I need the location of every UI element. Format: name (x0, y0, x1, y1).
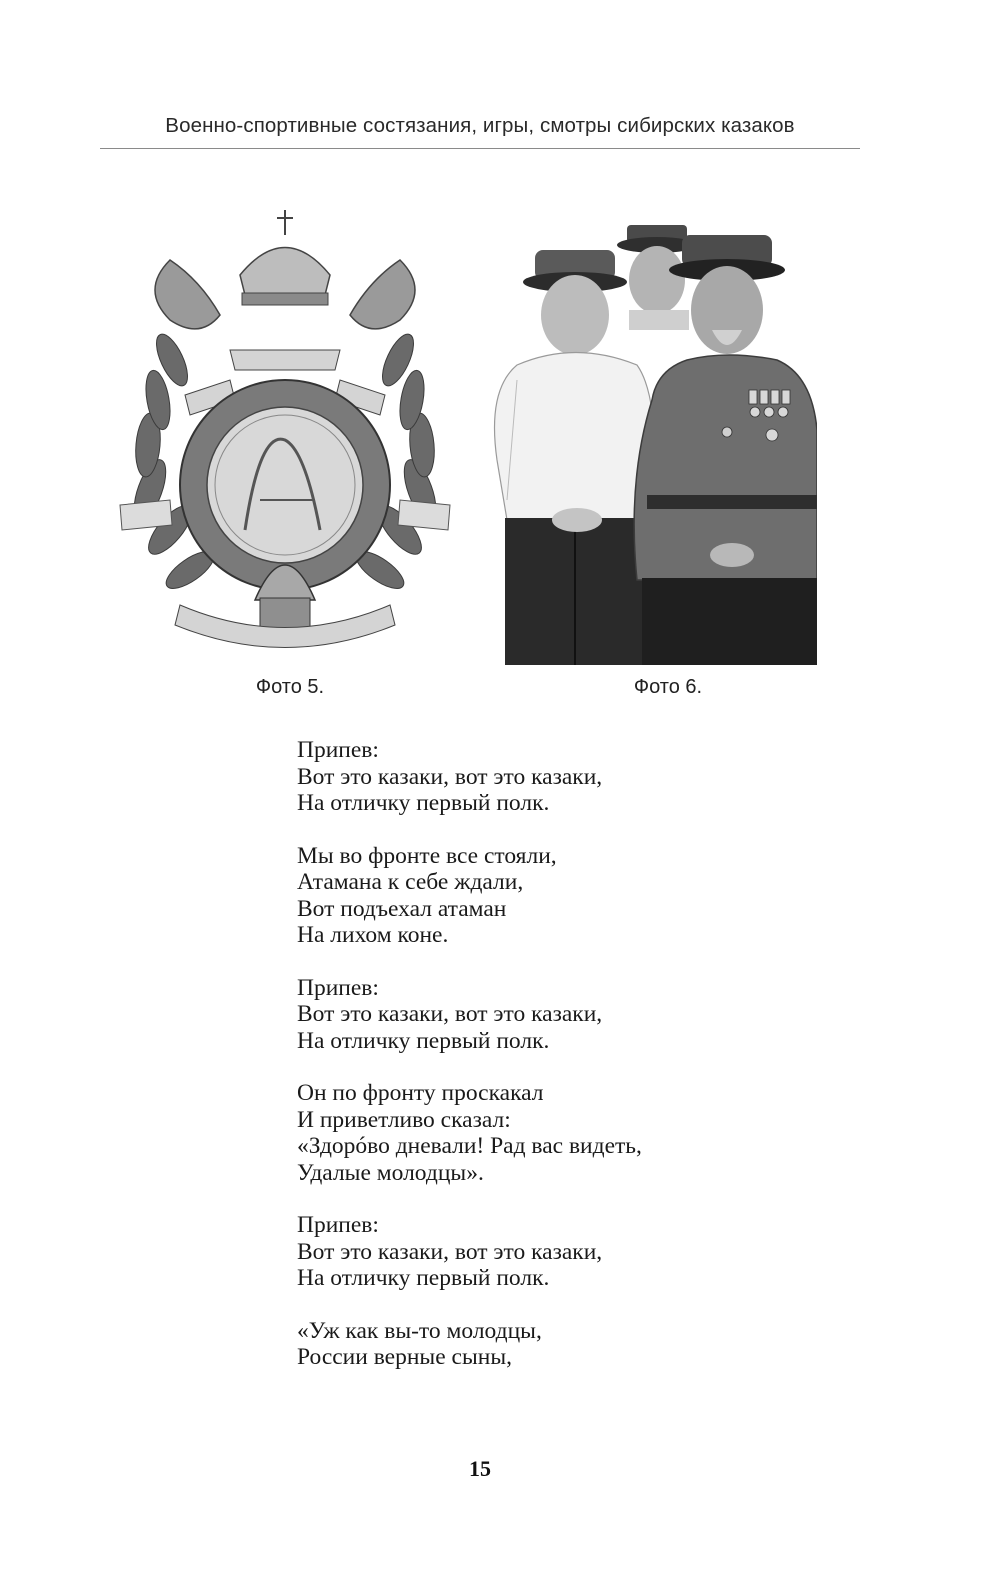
verse-line: Припев: (297, 737, 379, 763)
photo-5-regimental-badge (110, 200, 460, 660)
verse-line: Вот это казаки, вот это казаки, (297, 763, 603, 790)
verse-line: «Уж как вы-то молодцы, (297, 1317, 542, 1344)
regimental-badge-icon (110, 200, 460, 660)
verse-line: Атамана к себе ждали, (297, 869, 524, 895)
song-verses (297, 737, 817, 1397)
verse-line: Удалые молодцы». (297, 1159, 484, 1186)
verse-line: «Здорóво дневали! Рад вас видеть, (297, 1133, 642, 1159)
verse-line: Припев: (297, 974, 379, 1001)
verse-line: Припев: (297, 1212, 379, 1238)
stanza (297, 1318, 817, 1371)
stanza-refrain (297, 1212, 817, 1292)
stanza (297, 843, 817, 949)
photo-6-caption: Фото 6. (633, 676, 703, 698)
verse-line: Он по фронту проскакал (297, 1080, 544, 1106)
verse-line: На отличку первый полк. (297, 790, 550, 816)
stanza (297, 1080, 817, 1186)
page-number: 15 (469, 1456, 491, 1481)
stanza-refrain (297, 975, 817, 1055)
verse-line: На лихом коне. (297, 922, 449, 948)
verse-line: Мы во фронте все стояли, (297, 842, 557, 869)
verse-line: России верные сыны, (297, 1344, 512, 1370)
verse-line: И приветливо сказал: (297, 1106, 511, 1133)
verse-line: На отличку первый полк. (297, 1027, 550, 1054)
header-rule (100, 148, 860, 149)
photo-6-cossack-group (487, 200, 817, 665)
cossack-group-photo (487, 200, 817, 665)
photo-5-caption: Фото 5. (255, 676, 325, 698)
running-head: Военно-спортивные состязания, игры, смотры сибирских казаков (165, 114, 795, 137)
verse-line: Вот это казаки, вот это казаки, (297, 1001, 603, 1027)
verse-line: На отличку первый полк. (297, 1265, 550, 1291)
stanza-refrain (297, 737, 817, 817)
verse-line: Вот это казаки, вот это казаки, (297, 1238, 603, 1265)
verse-line: Вот подъехал атаман (297, 895, 507, 922)
